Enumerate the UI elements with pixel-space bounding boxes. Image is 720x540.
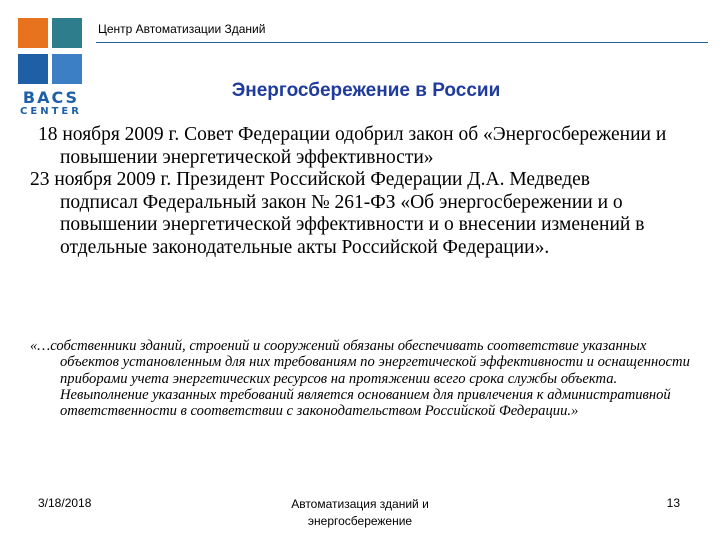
bacs-center-logo	[14, 14, 86, 117]
slide-title: Энергосбережение в России	[231, 80, 501, 101]
logo-word-bacs: BACS	[22, 88, 80, 107]
page-number: 13	[666, 496, 680, 510]
logo-square-blue-dark	[18, 54, 48, 84]
logo-square-teal	[52, 18, 82, 48]
law-text	[30, 124, 670, 259]
law-paragraph-federation-council: 18 ноября 2009 г. Совет Федерации одобрил закон об «Энергосбережении и повышении энергетической эффективности»	[38, 124, 667, 168]
law-quote-text: «…собственники зданий, строений и сооружений обязаны обеспечивать соответствие указанных объектов установленным для них требованиям по энергетической эффективности и оснащенности приборами учета энергетических ресурсов на протяжении всего срока службы объекта. Невыполнение указанных требований является основанием для привлечения к административной ответственности в соответствии с законодательством Российской Федерации.»	[30, 338, 690, 420]
footer-title: Автоматизация зданий и энергосбережение	[291, 497, 429, 528]
logo-square-orange	[18, 18, 48, 48]
logo-word-center: CENTER	[20, 106, 82, 117]
footer-date: 3/18/2018	[38, 496, 92, 510]
law-quote	[30, 338, 695, 419]
law-paragraph-president: 23 ноября 2009 г. Президент Российской Федерации Д.А. Медведев подписал Федеральный закон № 261-ФЗ «Об энергосбережении и о повышении энергетической эффективности и о внесении изменений в отдельные законодательные акты Российской Федерации».	[30, 169, 645, 258]
logo-square-blue-light	[52, 54, 82, 84]
company-name: Центр Автоматизации Зданий	[98, 22, 266, 36]
header-divider	[96, 42, 708, 43]
